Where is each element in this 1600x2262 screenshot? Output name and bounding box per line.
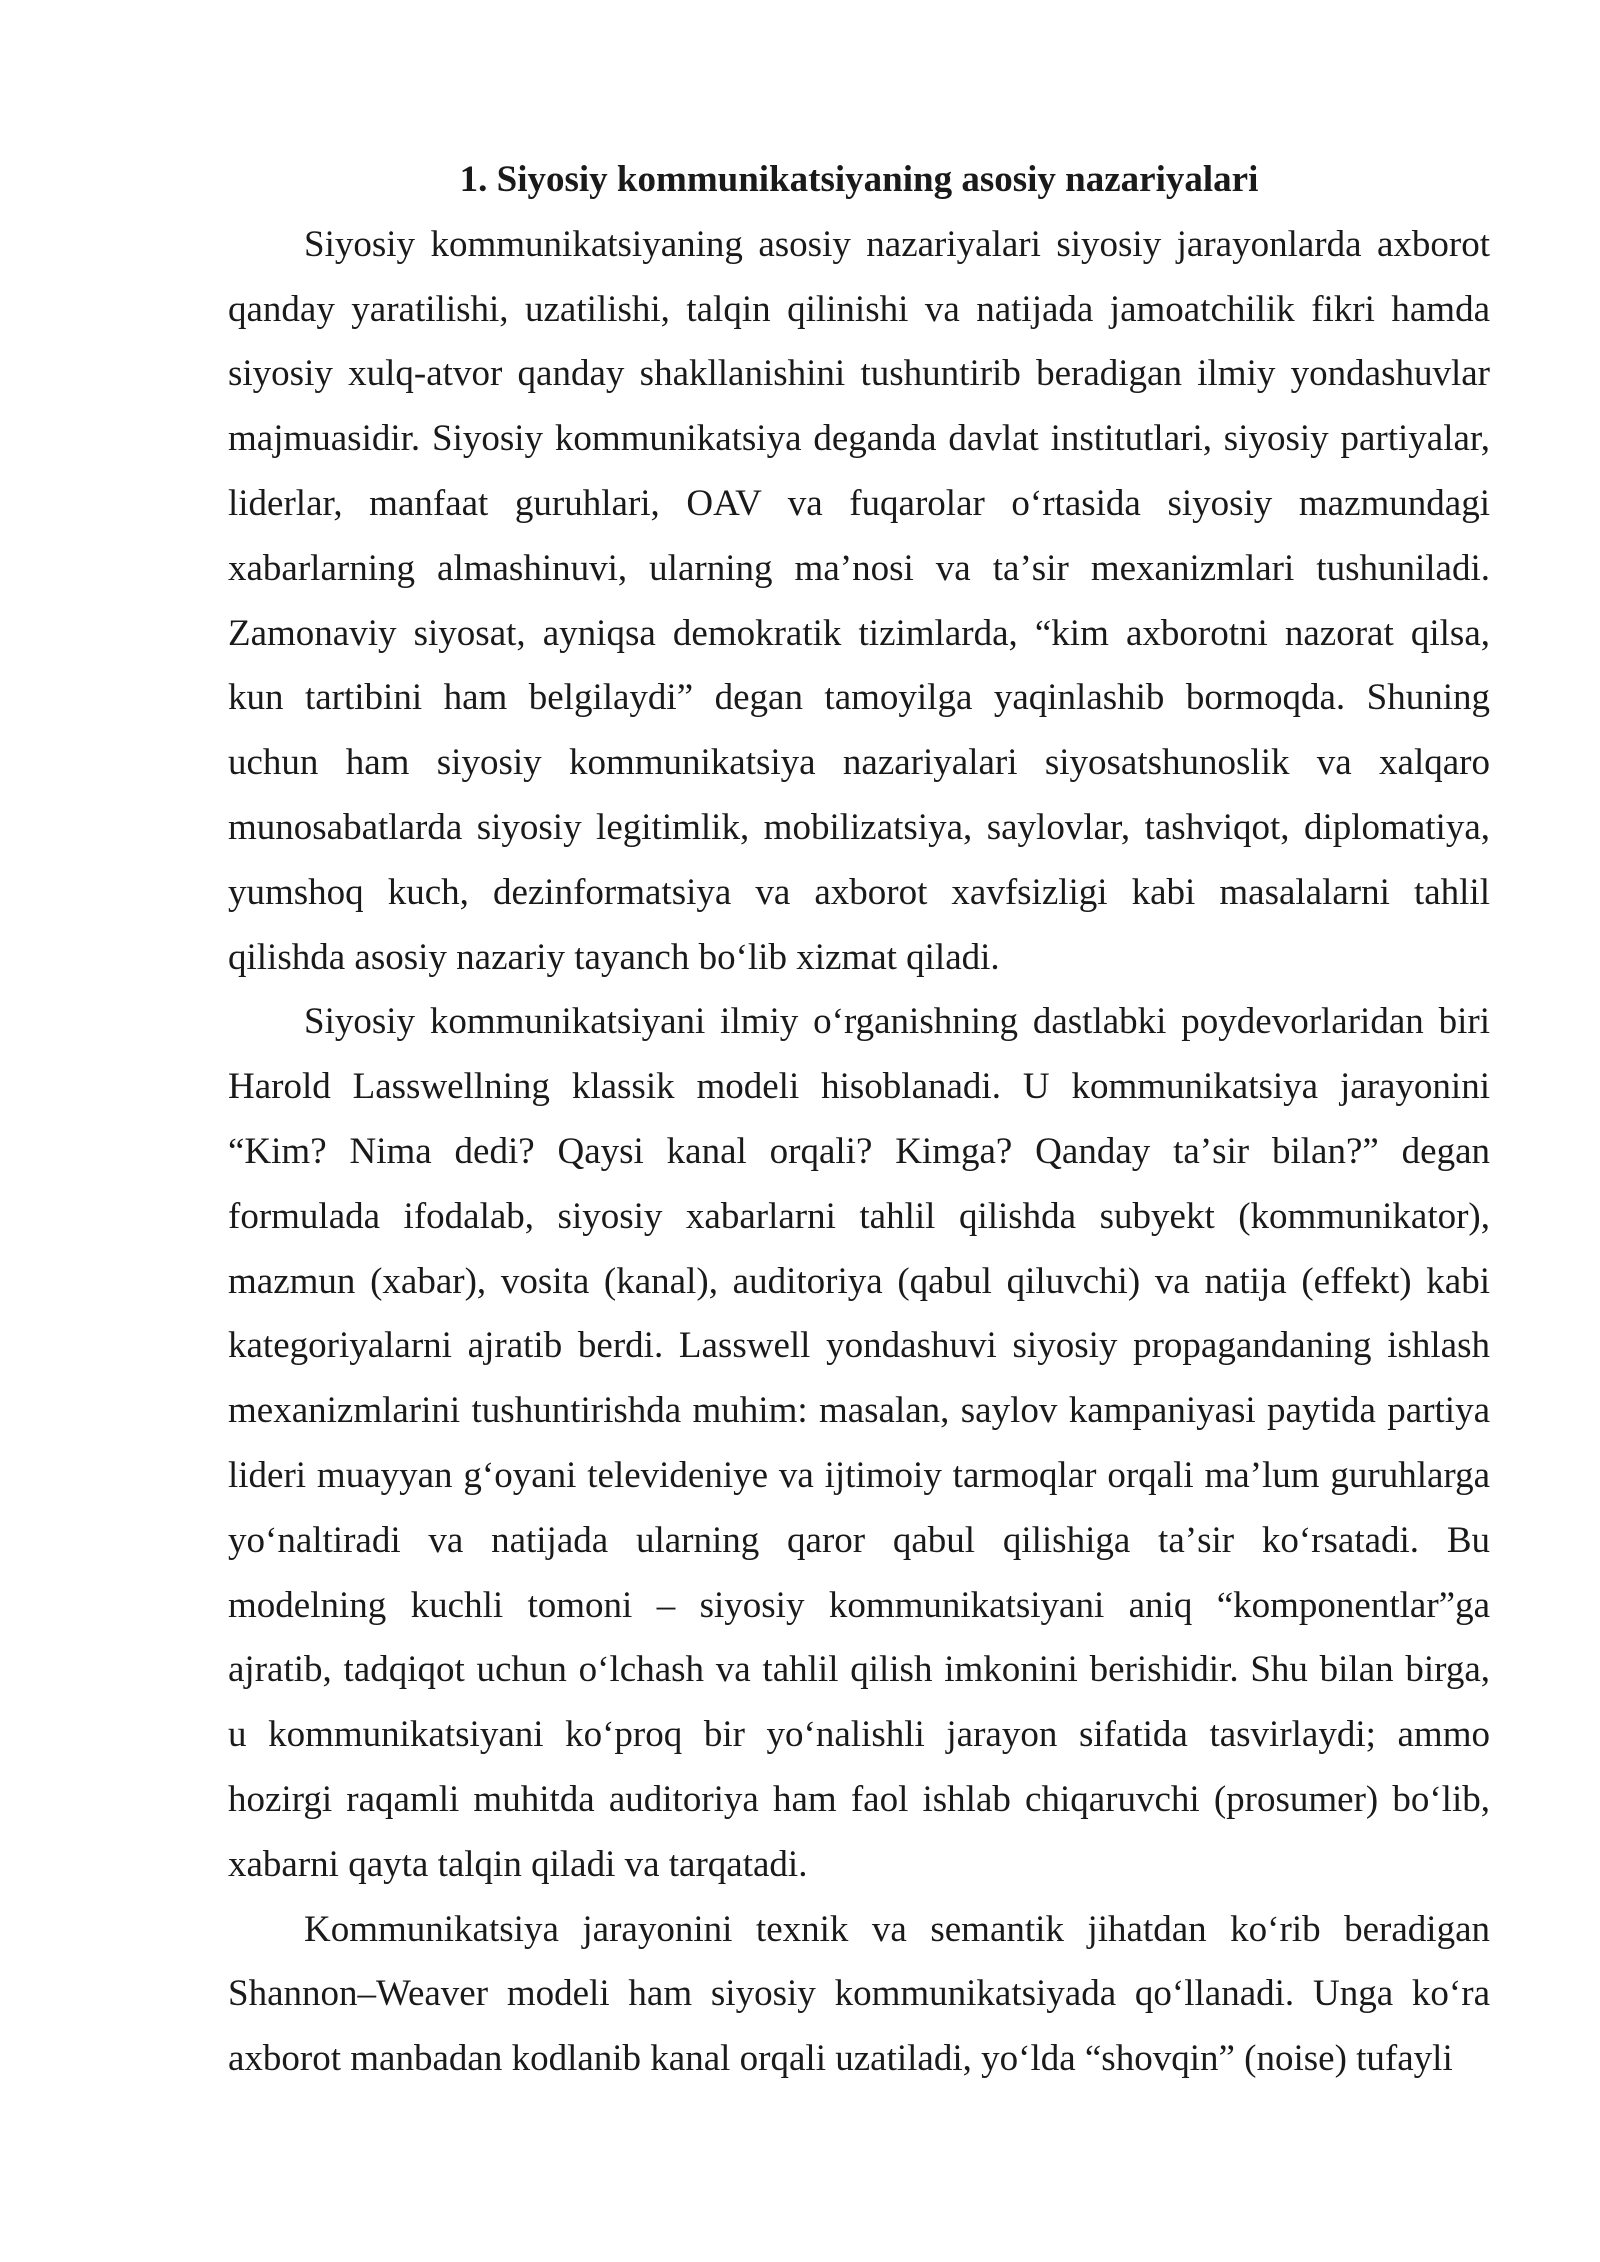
paragraph-3: Kommunikatsiya jarayonini texnik va semantik jihatdan koʻrib beradigan Shannon–Weaver modeli ham siyosiy kommunikatsiyada qoʻllanadi. Unga koʻra axborot manbadan kodlanib kanal orqali uzatiladi, yoʻlda “shovqin” (noise) tufayli <box>228 1908 1490 2080</box>
section-title: 1. Siyosiy kommunikatsiyaning asosiy nazariyalari <box>459 159 1259 200</box>
document-page <box>228 148 1490 2092</box>
paragraph-2: Siyosiy kommunikatsiyani ilmiy oʻrganishning dastlabki poydevorlaridan biri Harold Lasswellning klassik modeli hisoblanadi. U kommunikatsiya jarayonini “Kim? Nima dedi? Qaysi kanal orqali? Kimga? Qanday taʼsir bilan?” degan formulada ifodalab, siyosiy xabarlarni tahlil qilishda subyekt (kommunikator), mazmun (xabar), vosita (kanal), auditoriya (qabul qiluvchi) va natija (effekt) kabi kategoriyalarni ajratib berdi. Lasswell yondashuvi siyosiy propagandaning ishlash mexanizmlarini tushuntirishda muhim: masalan, saylov kampaniyasi paytida partiya lideri muayyan gʻoyani televideniye va ijtimoiy tarmoqlar orqali maʼlum guruhlarga yoʻnaltiradi va natijada ularning qaror qabul qilishiga taʼsir koʻrsatadi. Bu modelning kuchli tomoni – siyosiy kommunikatsiyani aniq “komponentlar”ga ajratib, tadqiqot uchun oʻlchash va tahlil qilish imkonini berishidir. Shu bilan birga, u kommunikatsiyani koʻproq bir yoʻnalishli jarayon sifatida tasvirlaydi; ammo hozirgi raqamli muhitda auditoriya ham faol ishlab chiqaruvchi (prosumer) boʻlib, xabarni qayta talqin qiladi va tarqatadi. <box>228 1001 1490 1885</box>
paragraph-1: Siyosiy kommunikatsiyaning asosiy nazariyalari siyosiy jarayonlarda axborot qanday yaratilishi, uzatilishi, talqin qilinishi va natijada jamoatchilik fikri hamda siyosiy xulq-atvor qanday shakllanishini tushuntirib beradigan ilmiy yondashuvlar majmuasidir. Siyosiy kommunikatsiya deganda davlat institutlari, siyosiy partiyalar, liderlar, manfaat guruhlari, OAV va fuqarolar oʻrtasida siyosiy mazmundagi xabarlarning almashinuvi, ularning maʼnosi va taʼsir mexanizmlari tushuniladi. Zamonaviy siyosat, ayniqsa demokratik tizimlarda, “kim axborotni nazorat qilsa, kun tartibini ham belgilaydi” degan tamoyilga yaqinlashib bormoqda. Shuning uchun ham siyosiy kommunikatsiya nazariyalari siyosatshunoslik va xalqaro munosabatlarda siyosiy legitimlik, mobilizatsiya, saylovlar, tashviqot, diplomatiya, yumshoq kuch, dezinformatsiya va axborot xavfsizligi kabi masalalarni tahlil qilishda asosiy nazariy tayanch boʻlib xizmat qiladi. <box>228 223 1490 978</box>
